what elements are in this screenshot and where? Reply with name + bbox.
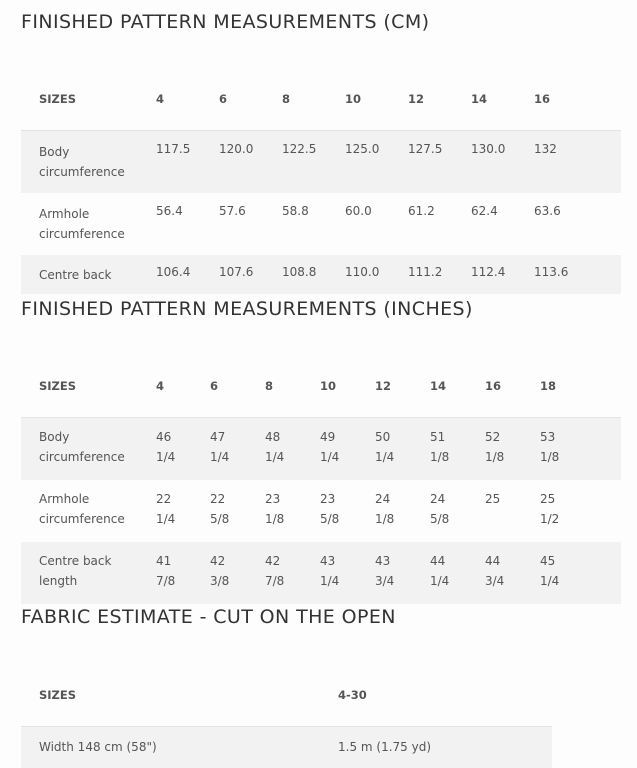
table-cell: 43 3/4 [375, 553, 395, 588]
row-label: Armhole circumference [39, 206, 125, 241]
size-header: 12 [408, 68, 471, 131]
sizes-header: SIZES [21, 663, 338, 727]
table-cell: 47 1/4 [210, 430, 230, 464]
row-label: Body circumference [39, 430, 125, 464]
table-cell: 49 1/4 [320, 430, 340, 464]
inch-measurements-section [21, 297, 560, 604]
inch-table-title: FINISHED PATTERN MEASUREMENTS (INCHES) [21, 298, 473, 320]
table-cell: 108.8 [282, 264, 317, 279]
table-cell: 58.8 [282, 203, 309, 218]
size-header: 10 [320, 355, 375, 418]
table-cell: 23 5/8 [320, 491, 340, 526]
table-cell: 22 5/8 [210, 491, 230, 526]
table-cell: 122.5 [282, 142, 317, 156]
sizes-header: SIZES [21, 68, 156, 131]
table-cell: 24 5/8 [430, 491, 450, 526]
table-cell: 44 1/4 [430, 553, 450, 588]
cm-table-scroll-area[interactable] [21, 68, 569, 294]
table-row [21, 480, 621, 542]
size-header: 10 [345, 68, 408, 131]
fabric-table-area [21, 663, 552, 768]
cm-measurements-section [21, 10, 569, 294]
sizes-header: SIZES [21, 355, 156, 418]
table-cell: 24 1/8 [375, 491, 395, 526]
size-header: 14 [471, 68, 534, 131]
size-header: 14 [430, 355, 485, 418]
row-label: Width 148 cm (58") [39, 740, 157, 755]
table-row [21, 727, 552, 768]
table-cell: 112.4 [471, 264, 506, 279]
row-label: Body circumference [39, 145, 125, 179]
fabric-estimate-section [21, 605, 552, 768]
table-header-row [21, 355, 621, 418]
table-cell: 44 3/4 [485, 553, 505, 588]
size-header: 6 [219, 68, 282, 131]
table-cell: 42 7/8 [265, 553, 285, 588]
row-label: Centre back [39, 267, 112, 282]
table-cell: 56.4 [156, 203, 183, 218]
cm-table-title: FINISHED PATTERN MEASUREMENTS (CM) [21, 11, 430, 33]
size-header: 12 [375, 355, 430, 418]
table-cell: 132 [534, 142, 557, 156]
table-row [21, 542, 621, 604]
table-cell: 25 [485, 491, 501, 506]
row-label: Armhole circumference [39, 491, 125, 526]
table-cell: 106.4 [156, 264, 191, 279]
table-cell: 50 1/4 [375, 430, 395, 464]
table-row [21, 418, 621, 480]
size-header: 4 [156, 68, 219, 131]
table-cell: 22 1/4 [156, 491, 176, 526]
table-cell: 111.2 [408, 264, 443, 279]
table-cell: 60.0 [345, 203, 372, 218]
table-cell: 127.5 [408, 142, 443, 156]
table-cell: 46 1/4 [156, 430, 176, 464]
size-header: 18 [540, 355, 621, 418]
table-cell: 110.0 [345, 264, 380, 279]
row-label: Centre back length [39, 553, 112, 588]
table-header-row [21, 68, 621, 131]
table-cell: 120.0 [219, 142, 254, 156]
fabric-estimate-table [21, 663, 552, 768]
inch-table-scroll-area[interactable] [21, 355, 560, 604]
table-row [21, 255, 621, 294]
table-cell: 63.6 [534, 203, 561, 218]
table-cell: 53 1/8 [540, 430, 560, 464]
table-cell: 57.6 [219, 203, 246, 218]
table-cell: 113.6 [534, 264, 569, 279]
table-cell: 125.0 [345, 142, 380, 156]
size-header: 6 [210, 355, 265, 418]
table-cell: 41 7/8 [156, 553, 176, 588]
cm-measurements-table [21, 68, 621, 294]
size-header: 4 [156, 355, 210, 418]
table-cell: 25 1/2 [540, 491, 560, 526]
table-cell: 1.5 m (1.75 yd) [338, 740, 432, 755]
table-row [21, 131, 621, 193]
table-cell: 62.4 [471, 203, 498, 218]
size-range-header: 4-30 [338, 663, 552, 727]
size-header: 16 [534, 68, 621, 131]
table-cell: 107.6 [219, 264, 254, 279]
fabric-table-title: FABRIC ESTIMATE - CUT ON THE OPEN [21, 606, 396, 628]
table-header-row [21, 663, 552, 727]
inch-measurements-table [21, 355, 621, 604]
size-header: 16 [485, 355, 540, 418]
table-cell: 42 3/8 [210, 553, 230, 588]
table-cell: 61.2 [408, 203, 435, 218]
size-header: 8 [265, 355, 320, 418]
table-cell: 43 1/4 [320, 553, 340, 588]
table-row [21, 193, 621, 255]
table-cell: 117.5 [156, 142, 191, 156]
table-cell: 130.0 [471, 142, 506, 156]
table-cell: 48 1/4 [265, 430, 285, 464]
table-cell: 52 1/8 [485, 430, 505, 464]
table-cell: 45 1/4 [540, 553, 560, 588]
table-cell: 51 1/8 [430, 430, 450, 464]
table-cell: 23 1/8 [265, 491, 285, 526]
size-header: 8 [282, 68, 345, 131]
